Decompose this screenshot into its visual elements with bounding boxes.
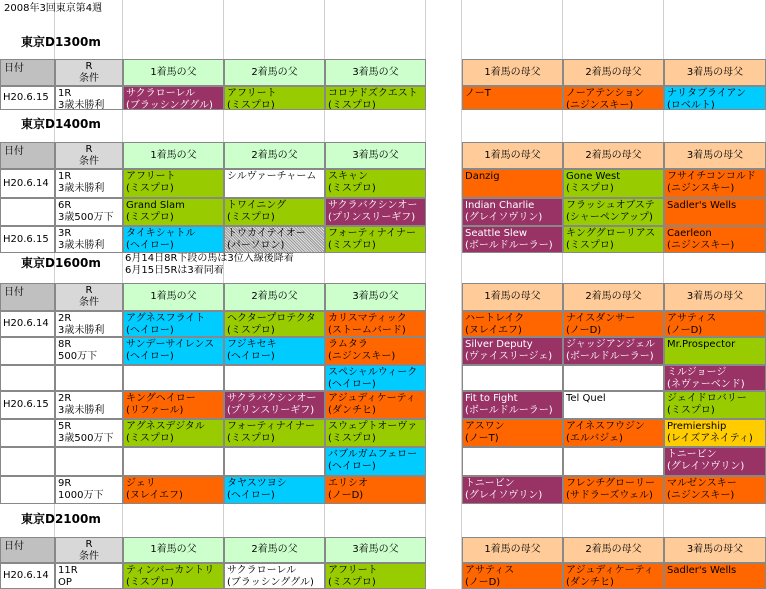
race-header: R 条件 — [55, 283, 123, 311]
date-cell — [0, 447, 55, 476]
dam-sire-header: 3着馬の母父 — [664, 142, 766, 169]
sire-cell: フォーティナイナー (ミスプロ) — [325, 226, 426, 253]
sire-cell: サクラバクシンオー (プリンスリーギフ) — [325, 198, 426, 226]
dam-sire-cell: トニービン (グレイソヴリン) — [462, 476, 563, 504]
sire-cell: トウカイテイオー (パーソロン) — [224, 226, 325, 253]
date-cell — [0, 365, 55, 391]
sire-cell: トワイニング (ミスプロ) — [224, 198, 325, 226]
sire-header: 1着馬の父 — [123, 142, 224, 169]
sire-cell: アジュディケーティ (ダンチヒ) — [325, 391, 426, 419]
date-cell — [0, 198, 55, 226]
sire-cell: サクラローレル (ブラッシンググル) — [224, 563, 325, 589]
sire-cell: タイキシャトル (ヘイロー) — [123, 226, 224, 253]
dam-sire-cell: Seattle Slew (ボールドルーラー) — [462, 226, 563, 253]
dam-sire-cell — [462, 447, 563, 476]
sire-cell: コロナドズクエスト (ミスプロ) — [325, 86, 426, 110]
sire-header: 3着馬の父 — [325, 537, 426, 563]
dam-sire-cell: Silver Deputy (ヴァイスリージェ) — [462, 337, 563, 365]
dam-sire-header: 3着馬の母父 — [664, 283, 766, 311]
sire-cell: キングヘイロー (リファール) — [123, 391, 224, 419]
dam-sire-cell: ハートレイク (ヌレイエフ) — [462, 311, 563, 337]
date-cell: H20.6.15 — [0, 226, 55, 253]
section-title: 東京D1300m — [21, 35, 101, 49]
sire-header: 2着馬の父 — [224, 283, 325, 311]
race-cell: 11R OP — [55, 563, 123, 589]
dam-sire-header: 2着馬の母父 — [563, 142, 664, 169]
sire-header: 1着馬の父 — [123, 537, 224, 563]
sire-cell — [123, 447, 224, 476]
sire-header: 2着馬の父 — [224, 537, 325, 563]
sire-cell: スキャン (ミスプロ) — [325, 169, 426, 198]
date-cell: H20.6.15 — [0, 391, 55, 419]
sire-cell: ジェリ (ヌレイエフ) — [123, 476, 224, 504]
sire-cell — [224, 447, 325, 476]
dam-sire-cell: ミルジョージ (ネヴァーベンド) — [664, 365, 766, 391]
sire-header: 2着馬の父 — [224, 142, 325, 169]
dam-sire-cell: アサティス (ノーD) — [664, 311, 766, 337]
race-cell: 1R 3歳未勝利 — [55, 169, 123, 198]
sire-header: 1着馬の父 — [123, 283, 224, 311]
date-cell — [0, 476, 55, 504]
sire-header: 3着馬の父 — [325, 283, 426, 311]
dam-sire-cell: アスワン (ノーT) — [462, 419, 563, 447]
race-cell: 6R 3歳500万下 — [55, 198, 123, 226]
dam-sire-cell: アサティス (ノーD) — [462, 563, 563, 589]
sire-cell — [123, 365, 224, 391]
date-header: 日付 — [0, 142, 55, 169]
sire-cell — [224, 365, 325, 391]
sire-cell: サンデーサイレンス (ヘイロー) — [123, 337, 224, 365]
sire-cell: ヘクタープロテクタ (ミスプロ) — [224, 311, 325, 337]
page-title: 2008年3回東京第4週 — [4, 3, 103, 14]
sire-cell: フジキセキ (ヘイロー) — [224, 337, 325, 365]
sire-cell: アグネスフライト (ヘイロー) — [123, 311, 224, 337]
race-cell — [55, 447, 123, 476]
dam-sire-cell: ジェイドロバリー (ミスプロ) — [664, 391, 766, 419]
sire-cell: タヤスツヨシ (ヘイロー) — [224, 476, 325, 504]
dam-sire-cell — [563, 365, 664, 391]
sire-cell: アフリート (ミスプロ) — [224, 86, 325, 110]
sire-cell: Grand Slam (ミスプロ) — [123, 198, 224, 226]
dam-sire-cell: Sadler's Wells — [664, 563, 766, 589]
section-title: 東京D1400m — [21, 117, 101, 131]
sire-cell: カリスマティック (ストームバード) — [325, 311, 426, 337]
dam-sire-cell: Caerleon (ニジンスキー) — [664, 226, 766, 253]
dam-sire-header: 1着馬の母父 — [462, 537, 563, 563]
date-cell: H20.6.15 — [0, 86, 55, 110]
dam-sire-header: 2着馬の母父 — [563, 537, 664, 563]
dam-sire-cell: Danzig — [462, 169, 563, 198]
dam-sire-cell: ノーT — [462, 86, 563, 110]
race-cell: 3R 3歳未勝利 — [55, 226, 123, 253]
dam-sire-cell — [462, 365, 563, 391]
race-cell — [55, 365, 123, 391]
dam-sire-header: 3着馬の母父 — [664, 537, 766, 563]
dam-sire-cell: トニービン (グレイソヴリン) — [664, 447, 766, 476]
dam-sire-cell: Gone West (ミスプロ) — [563, 169, 664, 198]
dam-sire-cell: ジャッジアンジェル (ボールドルーラー) — [563, 337, 664, 365]
dam-sire-header: 3着馬の母父 — [664, 59, 766, 86]
date-cell — [0, 419, 55, 447]
sire-cell: サクラバクシンオー (プリンスリーギフ) — [224, 391, 325, 419]
sire-header: 3着馬の父 — [325, 142, 426, 169]
sire-cell: アフリート (ミスプロ) — [325, 563, 426, 589]
dam-sire-header: 1着馬の母父 — [462, 59, 563, 86]
section-title: 東京D1600m — [21, 256, 101, 270]
dam-sire-cell: ノーアテンション (ニジンスキー) — [563, 86, 664, 110]
sire-cell: サクラローレル (ブラッシンググル) — [123, 86, 224, 110]
sire-cell: バブルガムフェロー (ヘイロー) — [325, 447, 426, 476]
dam-sire-cell: フラッシュオブステ (シャーペンアップ) — [563, 198, 664, 226]
dam-sire-cell: フサイチコンコルド (ニジンスキー) — [664, 169, 766, 198]
race-header: R 条件 — [55, 537, 123, 563]
sire-header: 2着馬の父 — [224, 59, 325, 86]
sire-cell: スウェプトオーヴァ (ミスプロ) — [325, 419, 426, 447]
date-cell: H20.6.14 — [0, 563, 55, 589]
race-cell: 9R 1000万下 — [55, 476, 123, 504]
sire-cell: ラムタラ (ニジンスキー) — [325, 337, 426, 365]
dam-sire-cell: ナリタブライアン (ロベルト) — [664, 86, 766, 110]
race-header: R 条件 — [55, 142, 123, 169]
dam-sire-cell: マルゼンスキー (ニジンスキー) — [664, 476, 766, 504]
sire-cell: フォーティナイナー (ミスプロ) — [224, 419, 325, 447]
date-header: 日付 — [0, 59, 55, 86]
dam-sire-cell: ナイスダンサー (ノーD) — [563, 311, 664, 337]
sire-cell: アグネスデジタル (ミスプロ) — [123, 419, 224, 447]
dam-sire-cell: Premiership (レイズアネイティ) — [664, 419, 766, 447]
sire-cell: スペシャルウィーク (ヘイロー) — [325, 365, 426, 391]
sire-header: 3着馬の父 — [325, 59, 426, 86]
dam-sire-cell: Tel Quel — [563, 391, 664, 419]
sire-cell: ティンバーカントリ (ミスプロ) — [123, 563, 224, 589]
dam-sire-cell: Sadler's Wells — [664, 198, 766, 226]
dam-sire-cell: キンググローリアス (ミスプロ) — [563, 226, 664, 253]
dam-sire-header: 2着馬の母父 — [563, 283, 664, 311]
race-cell: 1R 3歳未勝利 — [55, 86, 123, 110]
dam-sire-cell — [563, 447, 664, 476]
dam-sire-cell: Indian Charlie (グレイソヴリン) — [462, 198, 563, 226]
dam-sire-cell: Fit to Fight (ボールドルーラー) — [462, 391, 563, 419]
sire-cell: アフリート (ミスプロ) — [123, 169, 224, 198]
dam-sire-header: 2着馬の母父 — [563, 59, 664, 86]
note-text: 6月14日8R下段の馬は3位入線後降着 — [125, 253, 294, 264]
date-cell — [0, 337, 55, 365]
dam-sire-cell: アジュディケーティ (ダンチヒ) — [563, 563, 664, 589]
race-header: R 条件 — [55, 59, 123, 86]
date-header: 日付 — [0, 537, 55, 563]
dam-sire-cell: アイネスフウジン (エルバジェ) — [563, 419, 664, 447]
race-cell: 2R 3歳未勝利 — [55, 311, 123, 337]
race-cell: 8R 500万下 — [55, 337, 123, 365]
date-cell: H20.6.14 — [0, 311, 55, 337]
race-cell: 5R 3歳500万下 — [55, 419, 123, 447]
date-cell: H20.6.14 — [0, 169, 55, 198]
sire-header: 1着馬の父 — [123, 59, 224, 86]
dam-sire-cell: Mr.Prospector — [664, 337, 766, 365]
dam-sire-cell: フレンチグローリー (サドラーズウェル) — [563, 476, 664, 504]
dam-sire-header: 1着馬の母父 — [462, 283, 563, 311]
dam-sire-header: 1着馬の母父 — [462, 142, 563, 169]
race-cell: 2R 3歳未勝利 — [55, 391, 123, 419]
section-title: 東京D2100m — [21, 512, 101, 526]
note-text: 6月15日5Rは3着同着 — [125, 265, 224, 276]
sire-cell: エリシオ (ノーD) — [325, 476, 426, 504]
date-header: 日付 — [0, 283, 55, 311]
sire-cell: シルヴァーチャーム — [224, 169, 325, 198]
